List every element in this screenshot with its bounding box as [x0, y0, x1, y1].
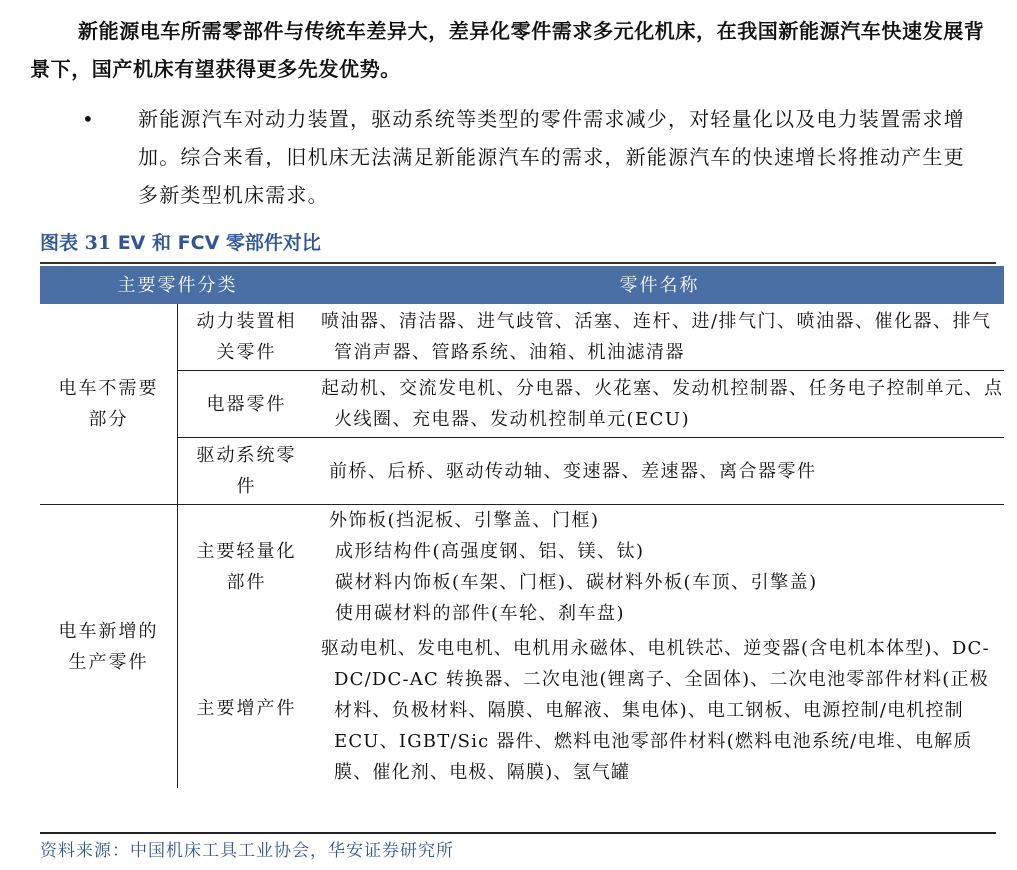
- figure-title-rest: 零部件对比: [225, 232, 321, 254]
- parts-line: 碳材料内饰板(车架、门框)、碳材料外板(车顶、引擎盖): [335, 572, 818, 593]
- figure-title-fcv: FCV: [177, 232, 220, 254]
- parts-cell: 喷油器、清洁器、进气歧管、活塞、连杆、进/排气门、喷油器、催化器、排气管消声器、管路系统、油箱、机油滤清器: [321, 311, 992, 363]
- parts-cell: 驱动电机、发电电机、电机用永磁体、电机铁芯、逆变器(含电机本体型)、DC-DC/DC-AC 转换器、二次电池(锂离子、全固体)、二次电池零部件材料(正极材料、负极材料、隔膜、电解液、集电体)、电工钢板、电源控制/电机控制 ECU、IGBT/Sic 器件、燃料电池零部件材料(燃料电池系统/电堆、电解质膜、催化剂、电极、隔膜)、氢气罐: [321, 638, 990, 783]
- header-part-names: 零件名称: [315, 266, 1004, 304]
- group-label: 电车不需要部分: [58, 378, 159, 430]
- table-row: [40, 371, 1004, 438]
- category-cell: 动力装置相关零件: [178, 304, 316, 371]
- figure-label: 图表 31: [40, 232, 112, 254]
- intro-paragraph: 新能源电车所需零部件与传统车差异大，差异化零件需求多元化机床，在我国新能源汽车快速发展背景下，国产机床有望获得更多先发优势。: [30, 19, 985, 81]
- table-row: [40, 304, 1004, 371]
- figure-title: [40, 230, 321, 256]
- table-top-rule: [40, 262, 996, 264]
- parts-cell: 前桥、后桥、驱动传动轴、变速器、差速器、离合器零件: [315, 438, 1004, 505]
- parts-cell: 起动机、交流发电机、分电器、火花塞、发动机控制器、任务电子控制单元、点火线圈、充电器、发动机控制单元(ECU): [315, 371, 1004, 438]
- figure-title-ev: EV: [117, 232, 146, 254]
- source-note: 资料来源：中国机床工具工业协会，华安证券研究所: [40, 841, 454, 861]
- parts-cell: [315, 505, 1004, 630]
- parts-line: 使用碳材料的部件(车轮、刹车盘): [335, 603, 626, 624]
- parts-comparison-table: [40, 266, 1004, 788]
- group-label: 电车新增的生产零件: [40, 505, 178, 789]
- bullet-marker: •: [82, 107, 94, 131]
- table-bottom-rule: [40, 832, 996, 834]
- bullet-text: 新能源汽车对动力装置，驱动系统等类型的零件需求减少，对轻量化以及电力装置需求增加。综合来看，旧机床无法满足新能源汽车的需求，新能源汽车的快速增长将推动产生更多新类型机床需求。: [138, 107, 965, 207]
- header-category: 主要零件分类: [40, 266, 315, 304]
- table-row: [40, 505, 1004, 630]
- table-header-row: [40, 266, 1004, 304]
- category-cell: 驱动系统零件: [178, 438, 316, 505]
- category-cell: 电器零件: [178, 371, 316, 438]
- parts-line: 成形结构件(高强度钢、铝、镁、钛): [335, 541, 645, 562]
- category-cell: 主要增产件: [178, 629, 316, 788]
- table-row: [40, 438, 1004, 505]
- table-row: [40, 629, 1004, 788]
- figure-title-and: 和: [152, 232, 172, 254]
- category-cell: 主要轻量化部件: [178, 505, 316, 630]
- parts-line: 外饰板(挡泥板、引擎盖、门框): [329, 510, 600, 531]
